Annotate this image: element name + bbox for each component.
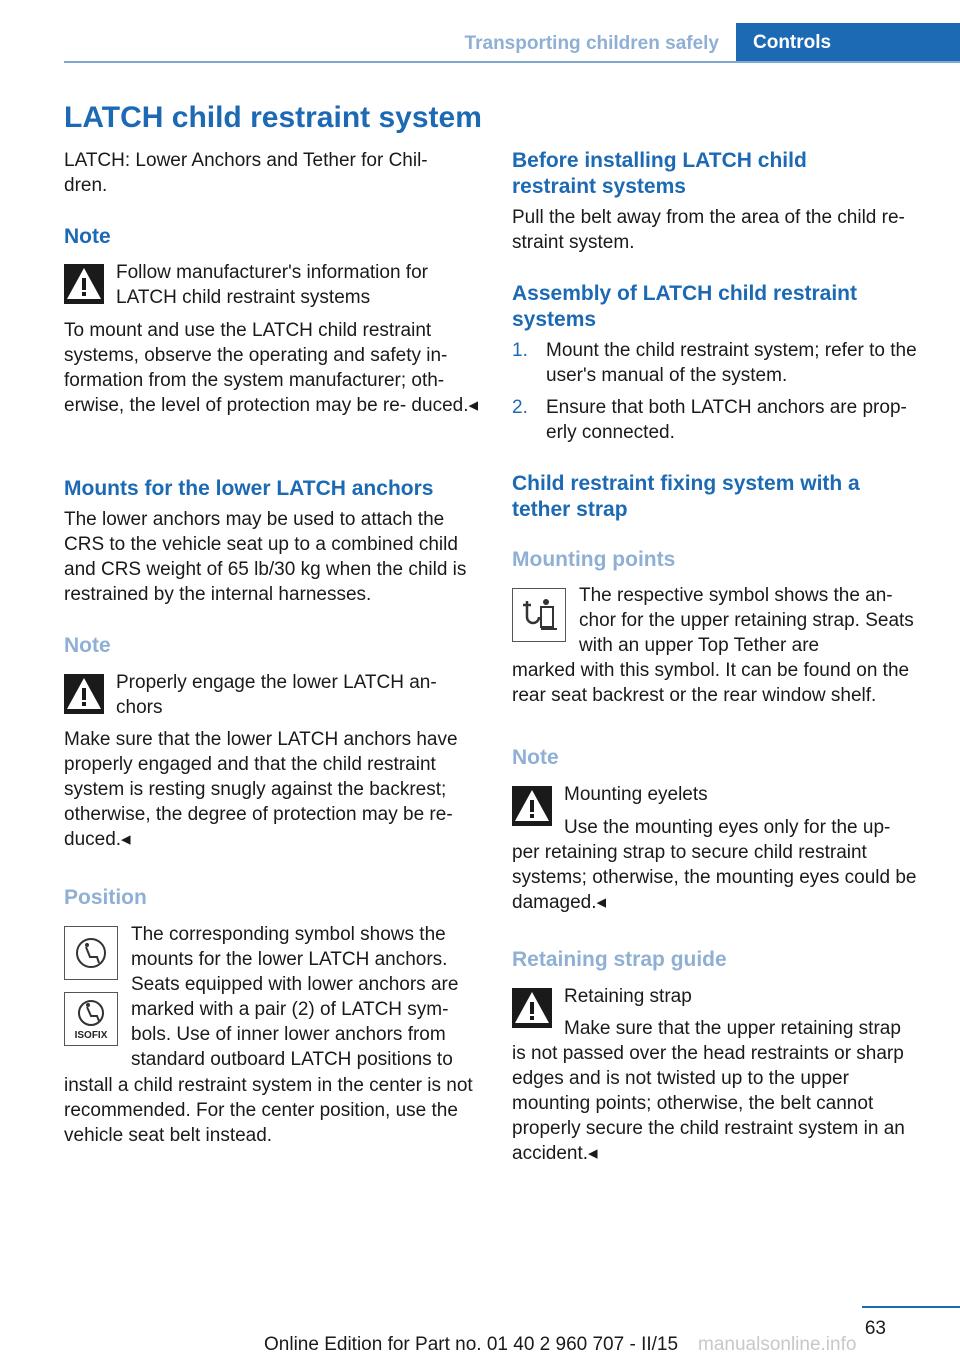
warning-icon xyxy=(512,786,552,826)
step-text: Mount the child restraint system; refer to the user's manual of the system. xyxy=(546,340,917,386)
before-heading: Before installing LATCH child restraint systems xyxy=(512,149,807,198)
guide-body: is not passed over the head restraints or sharp edges and is not twisted up to the upper mounting points; otherwise, the belt cannot properly secure the child restraint system in an accident.◂ xyxy=(512,1043,905,1164)
top-tether-icon xyxy=(512,588,566,642)
page-number: 63 xyxy=(864,1318,886,1339)
guide-heading: Retaining strap guide xyxy=(512,948,727,971)
mounts-body: The lower anchors may be used to attach the CRS to the vehicle seat up to a combined child and CRS weight of 65 lb/30 kg when the child is restrained by the internal harnesses. xyxy=(64,509,467,605)
position-tail: install a child restraint system in the center is not recommended. For the center position, use the vehicle seat belt instead. xyxy=(64,1075,473,1146)
position-text: The corresponding symbol shows the mounts for the lower LATCH anchors. Seats equipped with lower anchors are marked with a pair (2) of LATCH sym- bols. Use of inner lower anchors from standard outboard LATCH positions to xyxy=(131,924,459,1070)
latch-anchor-icon xyxy=(64,926,118,980)
note1-caption: Follow manufacturer's information for LATCH child restraint systems xyxy=(116,262,428,308)
edition-text: Online Edition for Part no. 01 40 2 960 707 - II/15 xyxy=(264,1334,679,1355)
note3-heading: Note xyxy=(512,746,559,769)
note1-heading: Note xyxy=(64,225,111,248)
header-bar xyxy=(64,23,960,63)
guide-caption: Retaining strap xyxy=(564,986,692,1007)
position-heading: Position xyxy=(64,886,147,909)
warning-icon xyxy=(64,264,104,304)
mounting-text: The respective symbol shows the an- chor for the upper retaining strap. Seats with an upper Top Tether are xyxy=(579,585,914,656)
guide-body-indent: Make sure that the upper retaining strap xyxy=(564,1018,901,1039)
tab-controls-label: Controls xyxy=(753,32,832,53)
step-item xyxy=(512,338,932,398)
mounting-tail: marked with this symbol. It can be found on the rear seat backrest or the rear window shelf. xyxy=(512,660,910,706)
warning-icon xyxy=(64,674,104,714)
note2-heading: Note xyxy=(64,634,111,657)
mounts-heading: Mounts for the lower LATCH anchors xyxy=(64,477,434,500)
section-title: Transporting children safely xyxy=(464,33,719,54)
note3-caption: Mounting eyelets xyxy=(564,784,708,805)
note2-caption: Properly engage the lower LATCH an- chors xyxy=(116,672,437,718)
note3-body-indent: Use the mounting eyes only for the up- xyxy=(564,817,891,838)
step-text: Ensure that both LATCH anchors are prop- erly connected. xyxy=(546,397,907,443)
assembly-heading: Assembly of LATCH child restraint systems xyxy=(512,282,858,331)
watermark: manualsonline.info xyxy=(698,1334,857,1355)
tether-heading: Child restraint fixing system with a tether strap xyxy=(512,472,860,521)
isofix-icon xyxy=(64,992,118,1046)
before-body: Pull the belt away from the area of the child re- straint system. xyxy=(512,207,905,253)
note2-body: Make sure that the lower LATCH anchors have properly engaged and that the child restraint system is resting snugly against the backrest; otherwise, the degree of protection may be re- duced.◂ xyxy=(64,729,458,850)
warning-icon xyxy=(512,988,552,1028)
tab-controls[interactable] xyxy=(736,23,960,61)
isofix-label: ISOFIX xyxy=(74,1030,108,1041)
step-number: 2. xyxy=(512,397,528,418)
note3-body: per retaining strap to secure child restraint systems; otherwise, the mounting eyes could be damaged.◂ xyxy=(512,842,917,913)
mounting-heading: Mounting points xyxy=(512,548,676,571)
step-item xyxy=(512,395,932,455)
page-title: LATCH child restraint system xyxy=(64,101,482,134)
intro-text: LATCH: Lower Anchors and Tether for Chil- dren. xyxy=(64,150,428,196)
note1-body: To mount and use the LATCH child restraint systems, observe the operating and safety in- formation from the system manufacturer; oth- erwise, the level of protection may be re- duced.◂ xyxy=(64,320,479,416)
footer-rule xyxy=(862,1306,960,1308)
step-number: 1. xyxy=(512,340,528,361)
